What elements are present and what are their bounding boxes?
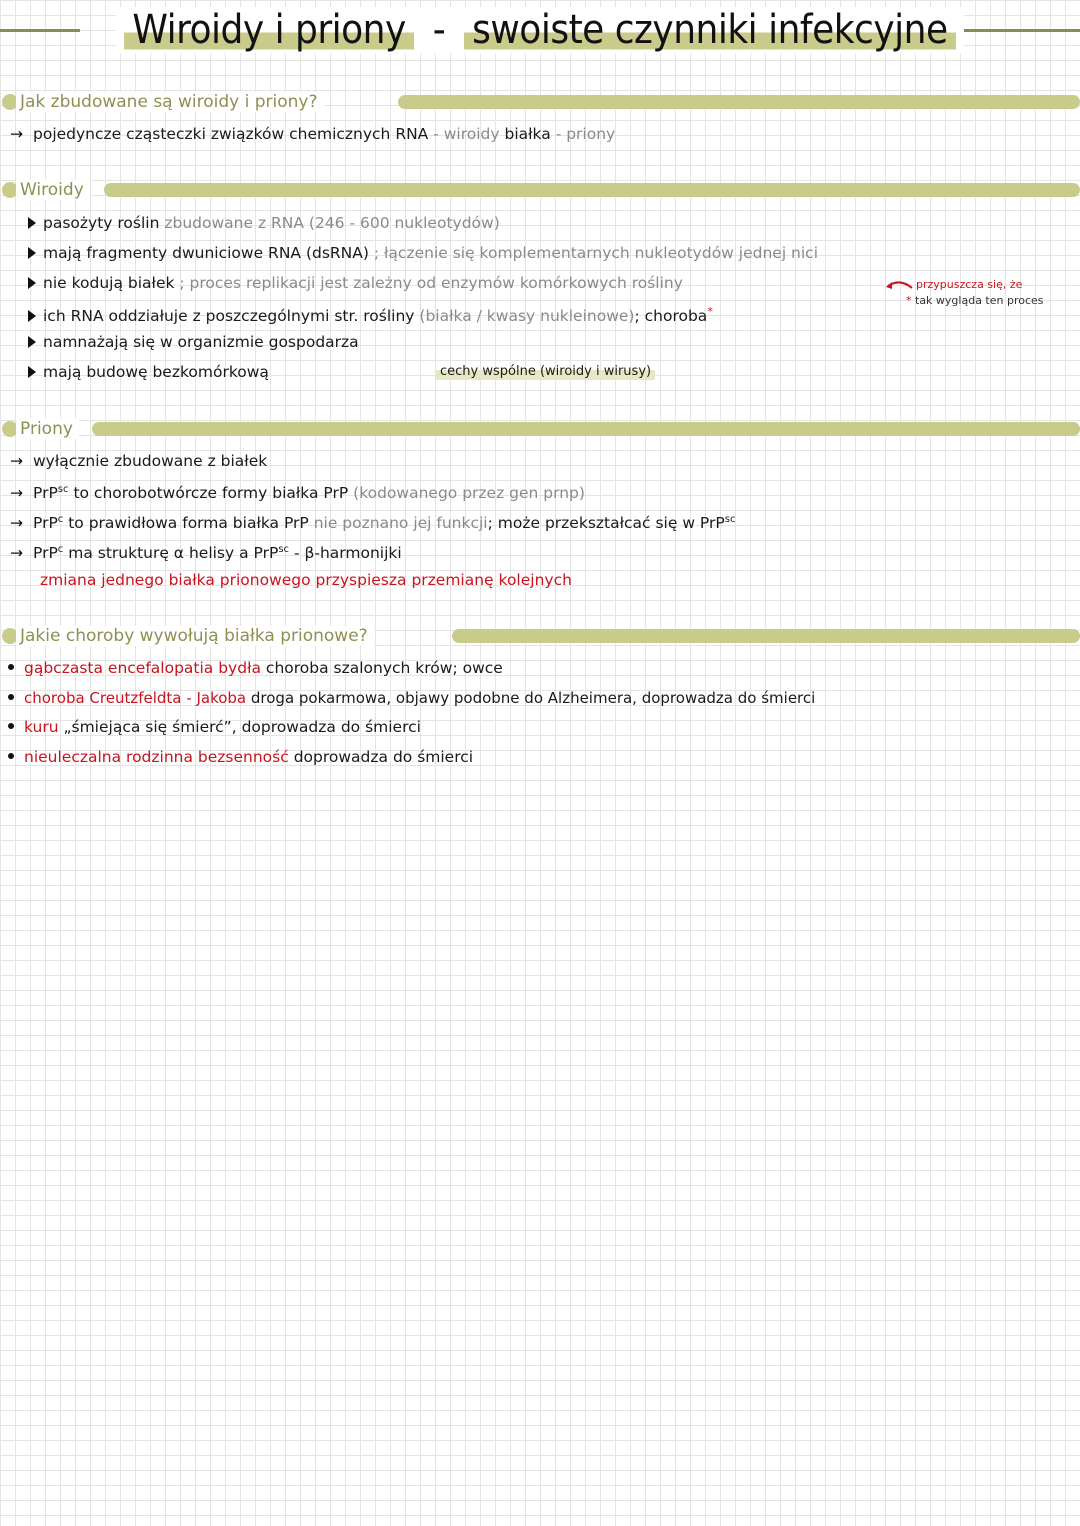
disease-item: nieuleczalna rodzinna bezsenność doprowadza do śmierci <box>8 747 473 767</box>
bullet-dot-icon <box>8 753 14 759</box>
triangle-bullet-icon <box>28 366 36 378</box>
page-title <box>0 2 1080 58</box>
disease-item: gąbczasta encefalopatia bydła choroba szalonych krów; owce <box>8 658 503 678</box>
heading-bar-q2 <box>452 629 1080 643</box>
title-part1: Wiroidy i priony <box>124 7 413 53</box>
heading-bar-prions <box>92 422 1080 436</box>
viroid-item: nie kodują białek ; proces replikacji jest zależny od enzymów komórkowych rośliny <box>28 273 683 293</box>
heading-bar-viroids <box>104 183 1080 197</box>
curved-arrow-icon <box>884 278 914 292</box>
heading-q1: Jak zbudowane są wiroidy i priony? <box>16 92 324 112</box>
triangle-bullet-icon <box>28 277 36 289</box>
prion-item: → PrP$^c$ ma strukturę α helisy a PrP$^{sc}$ - β-harmonijki <box>10 544 402 563</box>
arrow-icon: → <box>10 544 23 563</box>
common-features-label: cechy wspólne (wiroidy i wirusy) <box>436 362 655 382</box>
viroid-item: namnażają się w organizmie gospodarza <box>28 332 359 352</box>
triangle-bullet-icon <box>28 336 36 348</box>
prion-item: → PrP$^{sc}$ to chorobotwórcze formy białka PrP (kodowanego przez gen prnp) <box>10 484 585 503</box>
heading-bar-q1 <box>398 95 1080 109</box>
viroid-item: ich RNA oddziałuje z poszczególnymi str. rośliny (białka / kwasy nukleinowe); choroba* <box>28 302 713 326</box>
prion-item: → PrP$^c$ to prawidłowa forma białka PrP nie poznano jej funkcji; może przekształcać się w PrP$^{sc}$ <box>10 514 736 533</box>
asterisk-marker: * <box>707 305 713 318</box>
arrow-icon: → <box>10 452 23 470</box>
bullet-dot-icon <box>8 723 14 729</box>
title-rule-left <box>0 29 80 32</box>
title-dash: - <box>414 7 464 53</box>
disease-item: kuru „śmiejąca się śmierć”, doprowadza do śmierci <box>8 717 421 737</box>
triangle-bullet-icon <box>28 247 36 259</box>
arrow-icon: → <box>10 484 23 503</box>
disease-item: choroba Creutzfeldta - Jakoba droga pokarmowa, objawy podobne do Alzheimera, doprowadza do śmierci <box>8 688 815 708</box>
title-rule-right <box>930 29 1080 32</box>
bullet-dot-icon <box>8 664 14 670</box>
heading-viroids: Wiroidy <box>16 180 90 200</box>
viroid-item: mają fragmenty dwuniciowe RNA (dsRNA) ; łączenie się komplementarnych nukleotydów jednej nici <box>28 243 818 263</box>
triangle-bullet-icon <box>28 310 36 322</box>
bullet-dot-icon <box>8 694 14 700</box>
prion-conversion-note: zmiana jednego białka prionowego przyspiesza przemianę kolejnych <box>40 571 572 589</box>
heading-q2: Jakie choroby wywołują białka prionowe? <box>16 626 374 646</box>
heading-prions: Priony <box>16 419 79 439</box>
side-note: przypuszcza się, że <box>916 278 1023 291</box>
viroid-item: pasożyty roślin zbudowane z RNA (246 - 600 nukleotydów) <box>28 213 500 233</box>
title-part2: swoiste czynniki infekcyjne <box>464 7 955 53</box>
arrow-icon: → <box>10 125 23 143</box>
side-note-line2: * tak wygląda ten proces <box>906 294 1044 307</box>
prion-item: → wyłącznie zbudowane z białek <box>10 452 268 470</box>
triangle-bullet-icon <box>28 217 36 229</box>
arrow-icon: → <box>10 514 23 533</box>
q1-answer-line: → pojedyncze cząsteczki związków chemicznych RNA - wiroidy białka - priony <box>10 125 616 143</box>
viroid-item: mają budowę bezkomórkową <box>28 362 269 382</box>
